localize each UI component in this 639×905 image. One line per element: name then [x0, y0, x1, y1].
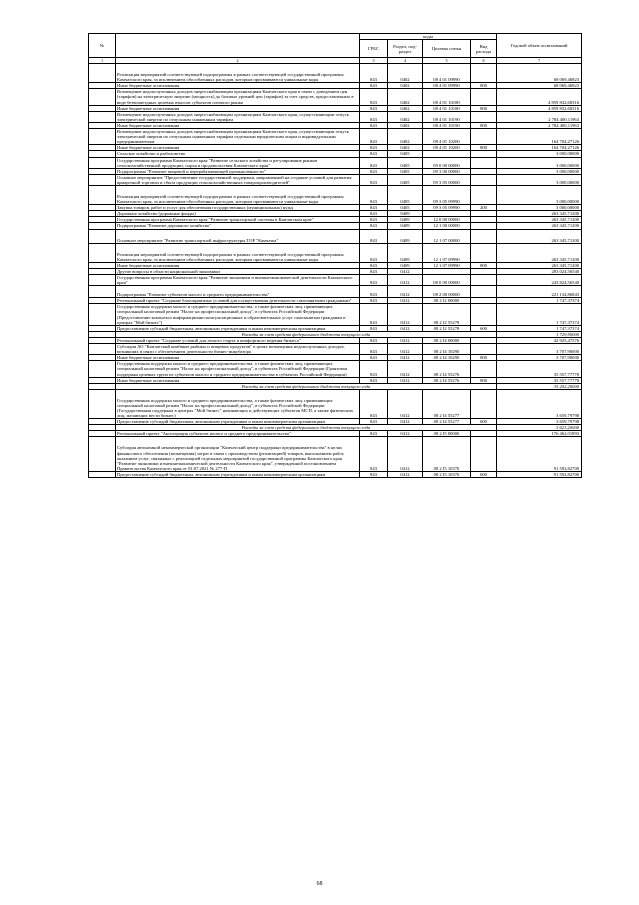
sum-cell: 35 557,77778 [497, 377, 582, 383]
row-num-cell [89, 275, 116, 286]
razdel-cell: 0402 [388, 145, 423, 151]
name-cell: Сельское хозяйство и рыболовство [116, 151, 360, 157]
target-article-cell: 08 4 01 10190 [423, 122, 471, 128]
sum-cell: 263 345,71200 [497, 211, 582, 217]
grbs-cell: 843 [360, 286, 388, 298]
razdel-cell: 0412 [388, 431, 423, 437]
header-cst: Целевая статья [423, 40, 471, 58]
table-row [89, 275, 582, 286]
sum-cell: 2 784 400,11963 [497, 122, 582, 128]
header-codes: коды [360, 34, 497, 40]
expense-type-cell [471, 304, 497, 325]
razdel-cell: 0402 [388, 129, 423, 145]
expense-type-cell [471, 344, 497, 355]
name-cell: Иные бюджетные ассигнования [116, 83, 360, 89]
sum-cell: 3 000,00000 [497, 185, 582, 204]
name-cell: Государственная поддержка малого и среднего предпринимательства, а также физических лиц, применяющих специальный налоговый режим "Налог на профессиональный доход", в субъектах Российской Федерации (Грантовая поддержка целевых групп из субъектов малого и среднего предпринимательства в субъектах Российской Федерации) [116, 361, 360, 377]
name-cell: Государственная программа Камчатского края "Развитие транспортной системы в Камчатском крае" [116, 217, 360, 223]
target-article-cell: 08 2 I4 55276 [423, 361, 471, 377]
sum-cell: 3 000,00000 [497, 174, 582, 185]
name-cell: Другие вопросы в области национальной экономики [116, 268, 360, 274]
expense-type-cell [471, 64, 497, 83]
grbs-cell: 843 [360, 377, 388, 383]
table-row [89, 361, 582, 377]
colnum: 7 [497, 58, 582, 64]
expense-type-cell: 800 [471, 355, 497, 361]
grbs-cell: 843 [360, 361, 388, 377]
expense-type-cell: 800 [471, 262, 497, 268]
sum-cell: 164 704,27126 [497, 129, 582, 145]
sum-cell: 3 000,00000 [497, 157, 582, 168]
name-cell: Закупка товаров, работ и услуг для обеспечения государственных (муниципальных) нужд [116, 205, 360, 211]
name-cell: Предоставление субсидий бюджетным, автономным учреждениям и иным некоммерческим организациям [116, 471, 360, 477]
grbs-cell: 843 [360, 304, 388, 325]
name-cell: Региональный проект "Создание благоприятных условий для осуществления деятельности самозанятыми гражданами" [116, 298, 360, 304]
expense-type-cell [471, 111, 497, 122]
expense-type-cell [471, 185, 497, 204]
expense-type-cell: 600 [471, 419, 497, 425]
grbs-cell: 843 [360, 268, 388, 274]
razdel-cell: 0412 [388, 389, 423, 418]
row-num-cell [89, 174, 116, 185]
razdel-cell: 0409 [388, 243, 423, 262]
razdel-cell: 0402 [388, 64, 423, 83]
grbs-cell: 843 [360, 437, 388, 471]
razdel-cell: 0405 [388, 151, 423, 157]
name-cell: Иные бюджетные ассигнования [116, 355, 360, 361]
grbs-cell: 843 [360, 205, 388, 211]
grbs-cell: 843 [360, 337, 388, 343]
sum-cell: 263 345,71200 [497, 262, 582, 268]
sum-cell: 3 000,00000 [497, 168, 582, 174]
table-row [89, 157, 582, 168]
sum-cell: 263 345,71200 [497, 243, 582, 262]
name-cell: Государственная поддержка малого и среднего предпринимательства, а также физических лиц, применяющих специальный налоговый режим "Налог на профессиональный доход", в субъектах Российской Федерации (Государственная поддержка в центрах "Мой бизнес" начинающих и действующих субъектов МСП, а также физических лиц, желающих вести бизнес) [116, 389, 360, 418]
expense-type-cell [471, 229, 497, 243]
colnum: 6 [471, 58, 497, 64]
razdel-cell: 0405 [388, 157, 423, 168]
razdel-cell: 0402 [388, 105, 423, 111]
grbs-cell: 843 [360, 129, 388, 145]
sum-cell: 3 707,90000 [497, 355, 582, 361]
target-article-cell: 12 1 07 09990 [423, 243, 471, 262]
table-row [89, 64, 582, 83]
target-article-cell: 08 2 I4 55276 [423, 377, 471, 383]
sum-cell: 243 824,56540 [497, 275, 582, 286]
grbs-cell: 843 [360, 325, 388, 331]
target-article-cell: 08 4 01 10200 [423, 129, 471, 145]
expense-type-cell [471, 157, 497, 168]
sum-cell: 2 784 400,11963 [497, 111, 582, 122]
row-num-cell [89, 437, 116, 471]
razdel-cell: 0402 [388, 83, 423, 89]
grbs-cell: 843 [360, 89, 388, 105]
target-article-cell: 08 4 01 10180 [423, 105, 471, 111]
razdel-cell: 0412 [388, 377, 423, 383]
name-cell: Государственная программа Камчатского края "Развитие экономики и внешнеэкономической деятельности Камчатского края" [116, 275, 360, 286]
table-row [89, 471, 582, 477]
table-row [89, 129, 582, 145]
sum-cell: 176 462,01893 [497, 431, 582, 437]
header-vr: Вид расхода [471, 40, 497, 58]
sum-cell: 164 704,27126 [497, 145, 582, 151]
expense-type-cell: 800 [471, 145, 497, 151]
expense-type-cell: 800 [471, 377, 497, 383]
name-cell: Иные бюджетные ассигнования [116, 105, 360, 111]
target-article-cell: 08 2 I4 10290 [423, 355, 471, 361]
name-cell: Возмещение недополученных доходов энергоснабжающим организациям Камчатского края, осуществляющим отпуск электрической энергии по отпускным сниженным тарифам [116, 111, 360, 122]
header-grbs: ГРБС [360, 40, 388, 58]
razdel-cell: 0412 [388, 344, 423, 355]
table-row [89, 344, 582, 355]
razdel-cell: 0409 [388, 223, 423, 229]
table-header [89, 34, 582, 64]
sum-cell: 4 859 832,68316 [497, 89, 582, 105]
grbs-cell: 843 [360, 217, 388, 223]
razdel-cell: 0412 [388, 437, 423, 471]
note-cell: Расходы за счет средств федерального бюджета текущего года [116, 383, 497, 389]
target-article-cell: 09 3 05 09990 [423, 205, 471, 211]
expense-type-cell [471, 286, 497, 298]
grbs-cell: 843 [360, 157, 388, 168]
name-cell: Возмещение недополученных доходов энергоснабжающим организациям Камчатского края в связи с доведением цен (тарифов) на электрическую энергию (мощность) до базовых уровней цен (тарифов) за счет средств, предоставленных в виде безвозмездных целевых взносов субъектов оптового рынка [116, 89, 360, 105]
grbs-cell: 843 [360, 298, 388, 304]
row-num-cell [89, 89, 116, 105]
colnum: 2 [116, 58, 360, 64]
target-article-cell: 08 2 I4 00000 [423, 337, 471, 343]
name-cell: Иные бюджетные ассигнования [116, 377, 360, 383]
sum-cell: 1 747,37374 [497, 325, 582, 331]
grbs-cell: 843 [360, 243, 388, 262]
row-num-cell [89, 243, 116, 262]
sum-cell: 3 659,79798 [497, 419, 582, 425]
sum-cell: 4 859 832,68316 [497, 105, 582, 111]
razdel-cell: 0405 [388, 205, 423, 211]
sum-cell: 91 592,82700 [497, 471, 582, 477]
target-article-cell: 08 2 I5 10370 [423, 471, 471, 477]
name-cell: Дорожное хозяйство (дорожные фонды) [116, 211, 360, 217]
expense-type-cell: 800 [471, 83, 497, 89]
row-num-cell [89, 344, 116, 355]
target-article-cell: 08 0 00 00000 [423, 275, 471, 286]
colnum: 5 [423, 58, 471, 64]
expense-type-cell: 800 [471, 122, 497, 128]
row-num-cell [89, 111, 116, 122]
razdel-cell: 0412 [388, 361, 423, 377]
expense-type-cell [471, 361, 497, 377]
name-cell: Иные бюджетные ассигнования [116, 122, 360, 128]
sum-cell: 283 024,56540 [497, 268, 582, 274]
target-article-cell: 09 3 05 09990 [423, 185, 471, 204]
name-cell: Иные бюджетные ассигнования [116, 262, 360, 268]
sum-cell: 35 202,20000 [497, 383, 582, 389]
razdel-cell: 0409 [388, 229, 423, 243]
sum-cell: 35 557,77778 [497, 361, 582, 377]
razdel-cell: 0412 [388, 286, 423, 298]
sum-cell: 68 069,46823 [497, 64, 582, 83]
target-article-cell: 08 2 I4 55277 [423, 419, 471, 425]
row-num-cell [89, 157, 116, 168]
table-row [89, 229, 582, 243]
grbs-cell: 843 [360, 168, 388, 174]
name-cell: Подпрограмма "Развитие пищевой и перерабатывающей промышленности" [116, 168, 360, 174]
razdel-cell: 0412 [388, 275, 423, 286]
row-num-cell [89, 229, 116, 243]
target-article-cell: 09 0 00 00000 [423, 157, 471, 168]
note-cell: Расходы за счет средств федерального бюджета текущего года [116, 331, 497, 337]
header-num: № [89, 34, 116, 58]
table-row [89, 243, 582, 262]
row-num-cell [89, 304, 116, 325]
grbs-cell: 843 [360, 111, 388, 122]
expense-type-cell [471, 129, 497, 145]
budget-table-sheet [88, 33, 581, 478]
razdel-cell: 0402 [388, 122, 423, 128]
sum-cell: 1 729,90000 [497, 331, 582, 337]
name-cell: Подпрограмма "Развитие дорожного хозяйства" [116, 223, 360, 229]
table-row [89, 437, 582, 471]
budget-table [88, 33, 582, 478]
target-article-cell: 08 4 01 10190 [423, 111, 471, 122]
grbs-cell: 843 [360, 185, 388, 204]
grbs-cell: 843 [360, 83, 388, 89]
name-cell: Подпрограмма "Развитие субъектов малого и среднего предпринимательства" [116, 286, 360, 298]
target-article-cell: 08 2 I5 10370 [423, 437, 471, 471]
razdel-cell: 0412 [388, 304, 423, 325]
target-article-cell: 08 2 I2 55278 [423, 325, 471, 331]
name-cell: Иные бюджетные ассигнования [116, 145, 360, 151]
table-body [89, 64, 582, 478]
row-num-cell [89, 389, 116, 418]
expense-type-cell: 600 [471, 471, 497, 477]
sum-cell: 1 747,37374 [497, 298, 582, 304]
name-cell: Основное мероприятие "Развитие транспортной инфраструктуры ТОР "Камчатка" [116, 229, 360, 243]
razdel-cell: 0412 [388, 419, 423, 425]
name-cell: Предоставление субсидий бюджетным, автономным учреждениям и иным некоммерческим организациям [116, 419, 360, 425]
grbs-cell: 843 [360, 64, 388, 83]
razdel-cell: 0409 [388, 211, 423, 217]
table-row [89, 185, 582, 204]
expense-type-cell [471, 389, 497, 418]
grbs-cell: 843 [360, 105, 388, 111]
row-num-cell [89, 185, 116, 204]
target-article-cell: 08 2 I2 55278 [423, 304, 471, 325]
table-row [89, 304, 582, 325]
table-row [89, 111, 582, 122]
expense-type-cell [471, 89, 497, 105]
name-cell: Субсидия АО "Камчатский комбинат рыбных и пищевых продуктов" в целях возмещения недополученных доходов, возникших в связи с обеспечением деятельности бизнес-инкубатора [116, 344, 360, 355]
sum-cell: 3 000,00000 [497, 151, 582, 157]
target-article-cell: 08 4 01 10200 [423, 145, 471, 151]
grbs-cell: 843 [360, 151, 388, 157]
sum-cell: 3 623,20000 [497, 425, 582, 431]
row-num-cell [89, 361, 116, 377]
header-total: Годовой объем ассигнований [497, 34, 582, 58]
name-cell: Государственная программа Камчатского края "Развитие сельского хозяйства и регулирование рынков сельскохозяйственной продукции, сырья и продовольствия Камчатского края" [116, 157, 360, 168]
row-num-cell [89, 64, 116, 83]
target-article-cell: 12 1 07 09990 [423, 262, 471, 268]
sum-cell: 263 345,71200 [497, 223, 582, 229]
target-article-cell: 09 3 05 00000 [423, 174, 471, 185]
razdel-cell: 0412 [388, 325, 423, 331]
table-row [89, 286, 582, 298]
grbs-cell: 843 [360, 211, 388, 217]
colnum: 1 [89, 58, 116, 64]
razdel-cell: 0412 [388, 298, 423, 304]
target-article-cell: 08 2 I2 00000 [423, 298, 471, 304]
name-cell: Реализация мероприятий соответствующей подпрограммы в рамках соответствующей государственной программы Камчатского края, за исключением обособленных расходов, которым присваиваются уникальные коды [116, 243, 360, 262]
grbs-cell: 843 [360, 389, 388, 418]
sum-cell: 3 659,79798 [497, 389, 582, 418]
razdel-cell: 0409 [388, 262, 423, 268]
razdel-cell: 0412 [388, 471, 423, 477]
name-cell: Предоставление субсидий бюджетным, автономным учреждениям и иным некоммерческим организациям [116, 325, 360, 331]
grbs-cell: 843 [360, 355, 388, 361]
grbs-cell: 843 [360, 431, 388, 437]
grbs-cell: 843 [360, 229, 388, 243]
colnum: 4 [388, 58, 423, 64]
razdel-cell: 0402 [388, 111, 423, 122]
expense-type-cell [471, 437, 497, 471]
sum-cell: 221 134,86843 [497, 286, 582, 298]
razdel-cell: 0402 [388, 89, 423, 105]
expense-type-cell: 600 [471, 325, 497, 331]
sum-cell: 68 069,46823 [497, 83, 582, 89]
sum-cell: 91 592,82700 [497, 437, 582, 471]
target-article-cell: 09 3 00 00000 [423, 168, 471, 174]
header-razdel: Раздел, под-раздел [388, 40, 423, 58]
row-num-cell [89, 471, 116, 477]
razdel-cell: 0412 [388, 337, 423, 343]
note-cell: Расходы за счет средств федерального бюджета текущего года [116, 425, 497, 431]
target-article-cell: 12 0 00 00000 [423, 217, 471, 223]
row-num-cell [89, 286, 116, 298]
grbs-cell: 843 [360, 122, 388, 128]
sum-cell: 1 747,37374 [497, 304, 582, 325]
razdel-cell: 0405 [388, 168, 423, 174]
grbs-cell: 843 [360, 275, 388, 286]
page-number: 68 [316, 881, 323, 887]
sum-cell: 3 000,00000 [497, 205, 582, 211]
expense-type-cell: 200 [471, 205, 497, 211]
name-cell: Региональный проект "Создание условий для легкого старта и комфортного ведения бизнеса" [116, 337, 360, 343]
row-num-cell [89, 129, 116, 145]
sum-cell: 3 707,90000 [497, 344, 582, 355]
table-row [89, 389, 582, 418]
table-row [89, 89, 582, 105]
razdel-cell: 0412 [388, 268, 423, 274]
target-article-cell: 08 2 I4 10290 [423, 344, 471, 355]
name-cell: Государственная поддержка малого и среднего предпринимательства, а также физических лиц, применяющих специальный налоговый режим "Налог на профессиональный доход", в субъектах Российской Федерации (Предоставление комплекса информационно-консультационных и образовательных услуг самозанятым гражданам в центрах "Мой бизнес") [116, 304, 360, 325]
grbs-cell: 843 [360, 419, 388, 425]
grbs-cell: 843 [360, 262, 388, 268]
expense-type-cell: 800 [471, 105, 497, 111]
name-cell: Возмещение недополученных доходов энергоснабжающим организациям Камчатского края, осуществляющим отпуск электрической энергии по отпускным сниженным тарифам отдельным юридическим лицам и индивидуальным предпринимателям [116, 129, 360, 145]
grbs-cell: 843 [360, 471, 388, 477]
name-cell: Реализация мероприятий соответствующей подпрограммы в рамках соответствующей государственной программы Камчатского края, за исключением обособленных расходов, которым присваиваются уникальные коды [116, 185, 360, 204]
name-cell: Реализация мероприятий соответствующей подпрограммы в рамках соответствующей государственной программы Камчатского края, за исключением обособленных расходов, которым присваиваются уникальные коды [116, 64, 360, 83]
sum-cell: 263 345,71200 [497, 217, 582, 223]
sum-cell: 263 345,71200 [497, 229, 582, 243]
name-cell: Основное мероприятие "Предоставление государственной поддержки, направленной на создание условий для развития ярмарочной торговли и сбыта продукции сельскохозяйственных товаропроизводителей" [116, 174, 360, 185]
grbs-cell: 843 [360, 223, 388, 229]
target-article-cell: 08 2 00 00000 [423, 286, 471, 298]
colnum: 3 [360, 58, 388, 64]
grbs-cell: 843 [360, 174, 388, 185]
razdel-cell: 0405 [388, 185, 423, 204]
grbs-cell: 843 [360, 344, 388, 355]
expense-type-cell [471, 174, 497, 185]
razdel-cell: 0405 [388, 174, 423, 185]
target-article-cell: 12 1 00 00000 [423, 223, 471, 229]
name-cell: Субсидия автономной некоммерческой организации "Камчатский центр поддержки предпринимательства" в целях финансового обеспечения (возмещения) затрат в связи с производством (реализацией) товаров, выполнением работ, оказанием услуг, связанных с реализацией отдельных мероприятий государственной программы Камчатского края "Развитие экономики и внешнеэкономической деятельности Камчатского края", утвержденной постановлением Правительства Камчатского края от 01.07.2021 № 277-П [116, 437, 360, 471]
expense-type-cell [471, 243, 497, 262]
sum-cell: 42 925,47576 [497, 337, 582, 343]
razdel-cell: 0409 [388, 217, 423, 223]
target-article-cell: 08 4 01 10180 [423, 89, 471, 105]
name-cell: Региональный проект "Акселерация субъектов малого и среднего предпринимательства" [116, 431, 360, 437]
grbs-cell: 843 [360, 145, 388, 151]
target-article-cell: 12 1 07 00000 [423, 229, 471, 243]
target-article-cell: 08 2 I4 55277 [423, 389, 471, 418]
target-article-cell: 08 4 01 09990 [423, 64, 471, 83]
razdel-cell: 0412 [388, 355, 423, 361]
header-name [116, 34, 360, 58]
table-row [89, 174, 582, 185]
expense-type-cell [471, 275, 497, 286]
target-article-cell: 08 2 I5 00000 [423, 431, 471, 437]
target-article-cell: 08 4 01 09990 [423, 83, 471, 89]
